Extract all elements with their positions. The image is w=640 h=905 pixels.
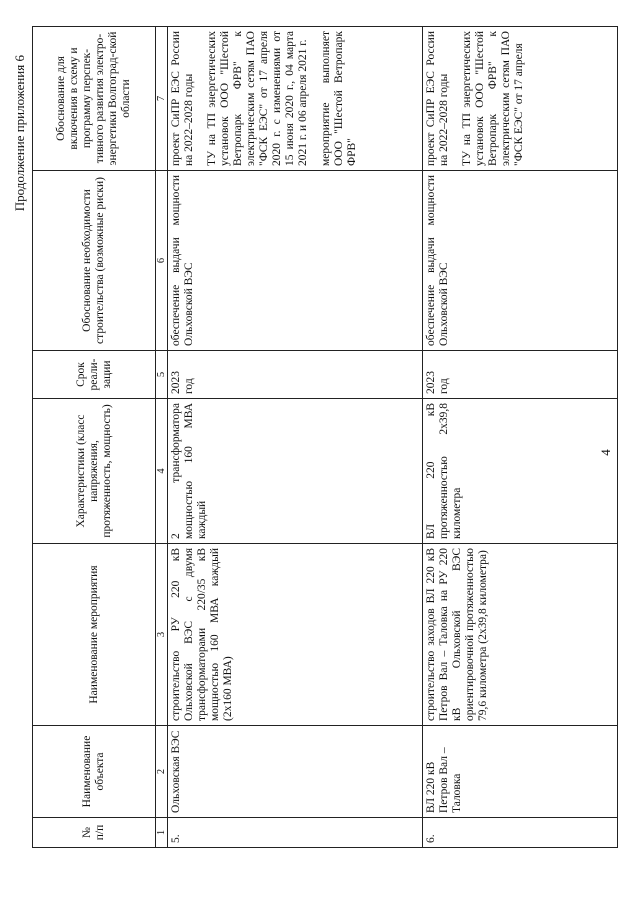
measure-text: строительство заходов ВЛ 220 кВ Петров Вал – Таловка на РУ 220 кВ Ольховской ВЭС ориентировочной протяженностью 79,6 километра (2х39,8 километра) bbox=[423, 544, 618, 726]
index-cell: 1 bbox=[156, 818, 168, 848]
basis-paragraph: проект СиПР ЕЭС России на 2022–2028 годы bbox=[170, 31, 195, 166]
measure-text: строительство РУ 220 кВ Ольховской ВЭС с двумя трансформаторами 220/35 кВ мощностью 160 МВА каждый (2х160 МВА) bbox=[168, 544, 423, 726]
row-number: 5. bbox=[168, 818, 423, 848]
index-cell: 4 bbox=[156, 399, 168, 544]
row-number: 6. bbox=[423, 818, 618, 848]
measures-table bbox=[32, 26, 618, 848]
column-index-row bbox=[156, 27, 168, 848]
page-number: 4 bbox=[598, 449, 613, 456]
index-cell: 5 bbox=[156, 351, 168, 399]
index-cell: 3 bbox=[156, 544, 168, 726]
basis-paragraph: ТУ на ТП энергетических установок ООО "Шестой Ветропарк ФРВ" к электрическим сетям ПАО "ФСК ЕЭС" от 17 апреля 2020 г. с изменениями от 15 июня 2020 г., 04 марта 2021 г. и 06 апреля 2021 г. bbox=[206, 31, 309, 166]
header-basis: Обоснование для включения в схему и программу перспек-тивного развития электро-энергетики Волгоград-ской области bbox=[33, 27, 156, 171]
object-name: Ольховская ВЭС bbox=[168, 726, 423, 818]
characteristics-text: ВЛ 220 кВ протяженностью 2х39,8 километра bbox=[423, 399, 618, 544]
header-necessity: Обоснование необходимости строительства (возможные риски) bbox=[33, 171, 156, 351]
header-measure: Наименование мероприятия bbox=[33, 544, 156, 726]
table-row bbox=[423, 27, 618, 848]
header-num: № п/п bbox=[33, 818, 156, 848]
basis-cell bbox=[423, 27, 618, 171]
term-text: 2023 год bbox=[168, 351, 423, 399]
header-term: Срок реали-зации bbox=[33, 351, 156, 399]
basis-paragraph: мероприятие выполняет ООО "Шестой Ветропарк ФРВ" bbox=[320, 31, 358, 166]
basis-paragraph: ТУ на ТП энергетических установок ООО "Шестой Ветропарк ФРВ" к электрическим сетям ПАО "ФСК ЕЭС" от 17 апреля bbox=[461, 31, 525, 166]
index-cell: 2 bbox=[156, 726, 168, 818]
table-row bbox=[168, 27, 423, 848]
continuation-label: Продолжение приложения 6 bbox=[12, 55, 27, 212]
necessity-text: обеспечение выдачи мощности Ольховской ВЭС bbox=[168, 171, 423, 351]
index-cell: 7 bbox=[156, 27, 168, 171]
header-row bbox=[33, 27, 156, 848]
basis-cell bbox=[168, 27, 423, 171]
basis-paragraph: проект СиПР ЕЭС России на 2022–2028 годы bbox=[425, 31, 450, 166]
header-characteristics: Характеристики (класс напряжения, протяженность, мощность) bbox=[33, 399, 156, 544]
header-object: Наименование объекта bbox=[33, 726, 156, 818]
term-text: 2023 год bbox=[423, 351, 618, 399]
object-name: ВЛ 220 кВ Петров Вал – Таловка bbox=[423, 726, 618, 818]
necessity-text: обеспечение выдачи мощности Ольховской ВЭС bbox=[423, 171, 618, 351]
characteristics-text: 2 трансформатора мощностью 160 МВА каждый bbox=[168, 399, 423, 544]
index-cell: 6 bbox=[156, 171, 168, 351]
